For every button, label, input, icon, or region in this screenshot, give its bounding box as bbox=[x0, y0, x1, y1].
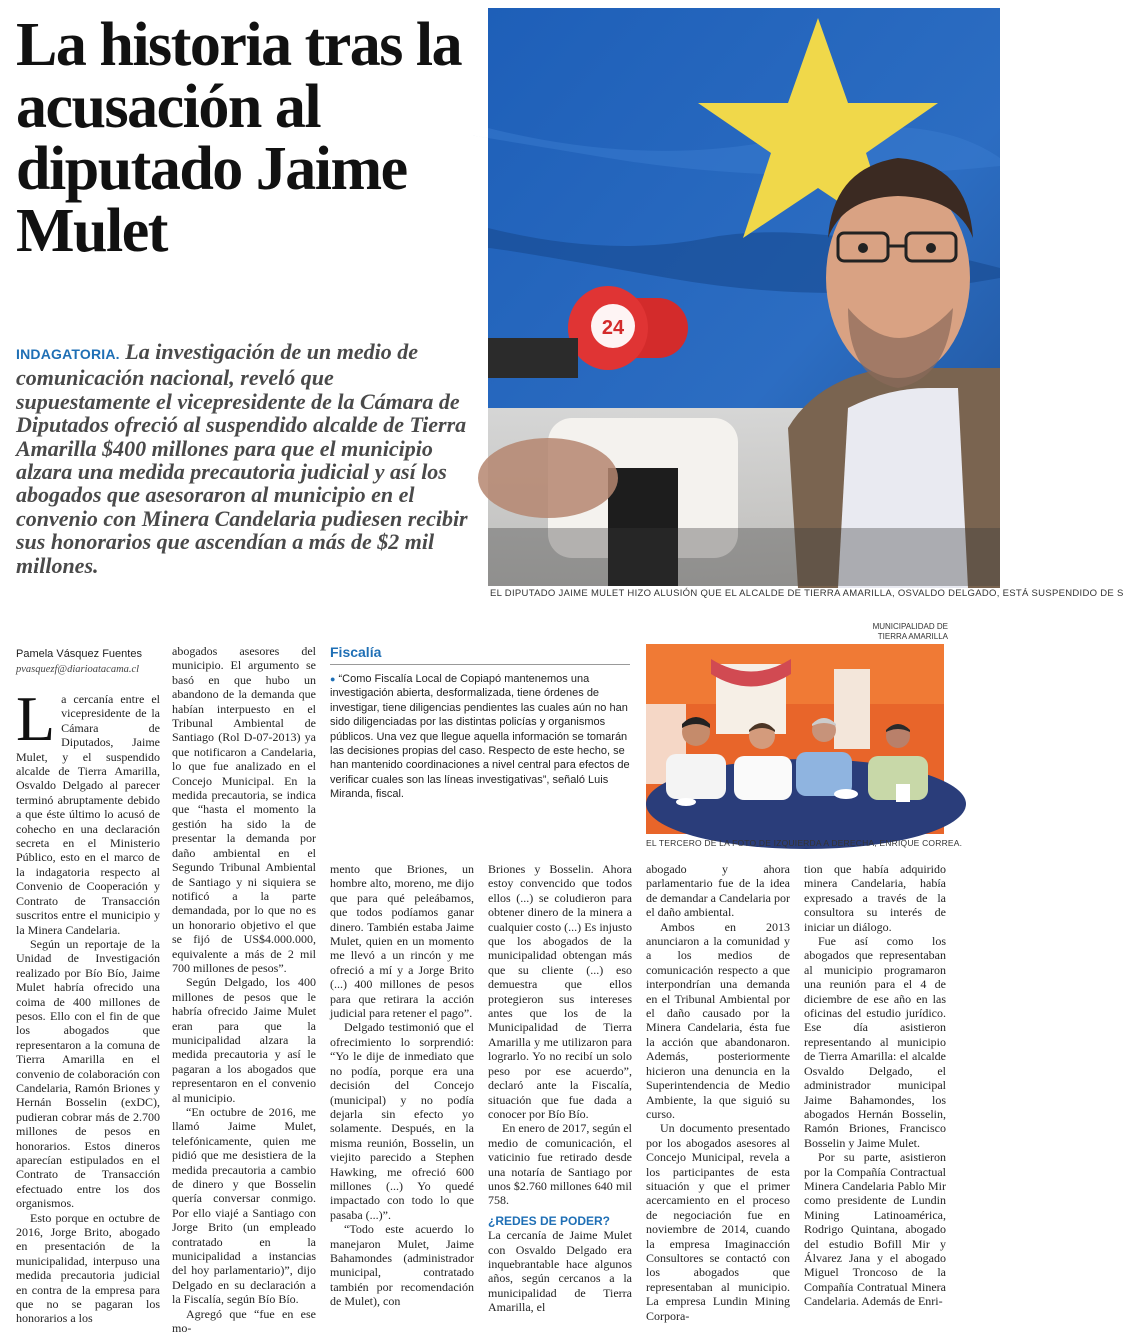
subhead-redes: ¿REDES DE PODER? bbox=[488, 1213, 611, 1228]
col6-p2: Fue así como los abogados que representaban al municipio programaron una reunión para el 4 de diciembre de ese año en las oficinas del estudio jurídico. Ese día asistieron representando al municipio de Tierra Amarilla: el alcalde Osvaldo Delgado, el administrador municipal Jaime Bahamondes, los abogados Hernán Bosselin, Ramón Briones, Francisco Bosselin y Jaime Mulet. bbox=[804, 934, 946, 1150]
fiscalia-box-text bbox=[330, 672, 630, 802]
lead-text: La investigación de un medio de comunicación nacional, reveló que supuestamente el vicepresidente de la Cámara de Diputados ofreció al suspendido alcalde de Tierra Amarilla $400 millones para que el municipio alzara una medida precautoria judicial y así los abogados que asesoraron al municipio en el convenio con Minera Candelaria pudiesen recibir sus honorarios que ascendían a más de $2 mil millones. bbox=[16, 339, 468, 578]
mic-24-logo: 24 bbox=[601, 317, 625, 339]
article-column-1 bbox=[16, 683, 160, 1326]
byline-author: Pamela Vásquez Fuentes bbox=[16, 648, 142, 660]
col4-p3: La cercanía de Jaime Mulet con Osvaldo Delgado era inquebrantable hace algunos años, según cercanos a la municipalidad de Tierra Amarilla, el bbox=[488, 1228, 632, 1315]
col2-p3: “En octubre de 2016, me llamó Jaime Mulet, telefónicamente, quien me pidió que me desistiera de la medida precautoria a cambio de dinero y que Bosselin quería conversar conmigo. Por ello viajé a Santiago con Jorge Brito (un empleado contratado en la municipalidad a instancias del hoy parlamentario)”, dijo Delgado en su declaración a la Fiscalía, según Bío Bío. bbox=[172, 1105, 316, 1307]
photo-credit: MUNICIPALIDAD DE TIERRA AMARILLA bbox=[872, 622, 948, 641]
col1-p2: Según un reportaje de la Unidad de Investigación realizado por Bío Bío, Jaime Mulet habría ofrecido una coima de 400 millones de pesos. Ello con el fin de que los abogados que representaron a la comuna de Tierra Amarilla en el convenio de colaboración con Candelaria, Ramón Briones y Hernán Bosselin (exDC), pudieran cobrar más de 2.700 millones de pesos en honorarios. Estos dineros aparecían estipulados en el Contrato de Transacción efectuado entre los dos organismos. bbox=[16, 936, 160, 1211]
meeting-photo-caption: EL TERCERO DE LA FOTO DE IZQUIERDA A DERECHA, ENRIQUE CORREA. bbox=[646, 838, 963, 848]
col2-p1: abogados asesores del municipio. El argumento se basó en que hubo un abandono de la demanda que habían interpuesto en el Tribunal Ambiental de Santiago (Rol D-07-2013) ya que notificaron a Candelaria, lo que fue analizado en el Concejo Municipal. En la medida precautoria, se indica que “hasta el momento la gestión ha sido la de presentar la demanda por daño ambiental en el Segundo Tribunal Ambiental de Santiago y ni siquiera se notificó a la parte demandada, por lo que no es un honorario objetivo el que se fijó de US$4.000.000, equivalente a más de 2 mil 700 millones de pesos”. bbox=[172, 644, 316, 975]
lead-tag: INDAGATORIA. bbox=[16, 346, 120, 362]
fiscalia-box-rule bbox=[330, 664, 630, 665]
col2-p4: Agregó que “fue en ese mo- bbox=[172, 1306, 316, 1336]
col3-p3: “Todo este acuerdo lo manejaron Mulet, Jaime Bahamondes (administrador municipal, contratado también por recomendación de Mulet), con bbox=[330, 1222, 474, 1309]
byline bbox=[16, 648, 166, 675]
main-photo bbox=[488, 8, 1000, 586]
bullet-icon: ● bbox=[330, 674, 336, 684]
article-column-5 bbox=[646, 862, 790, 1323]
main-photo-caption: EL DIPUTADO JAIME MULET HIZO ALUSIÓN QUE EL ALCALDE DE TIERRA AMARILLA, OSVALDO DELGADO, ESTÁ SUSPENDIDO DE S bbox=[490, 588, 1124, 599]
col4-p1: Briones y Bosselin. Ahora estoy convencido que todos ellos (...) se coludieron para obtener dinero de la minera a cualquier costo (...) Es injusto que los abogados de la municipalidad obtengan más que su cliente (...) eso demuestra que ellos protegieron sus intereses antes que los de la Municipalidad de Tierra Amarilla y me utilizaron para lograrlo. Yo no recibí un solo peso por ese acuerdo”, declaró ante la Fiscalía, situación que fue dada a conocer por Bío Bío. bbox=[488, 862, 632, 1121]
dropcap: L bbox=[16, 683, 56, 754]
article-column-2 bbox=[172, 644, 316, 1336]
byline-email: pvasquezf@diarioatacama.cl bbox=[16, 664, 140, 675]
col5-p2: Ambos en 2013 anunciaron a la comunidad y a los medios de comunicación respecto a que interpondrían una demanda en el Tribunal Ambiental por el daño causado por la Minera Candelaria, ésta fue la acción que abandonaron. Además, posteriormente hicieron una denuncia en la Superintendencia de Medio Ambiente, la que siguió su curso. bbox=[646, 919, 790, 1121]
col6-p1: tion que había adquirido minera Candelaria, había expresado a través de la consultora su interés de iniciar un diálogo. bbox=[804, 862, 946, 934]
meeting-photo bbox=[646, 644, 944, 834]
col5-p3: Un documento presentado por los abogados asesores al Concejo Municipal, revela a los participantes de esta situación y que el primer acercamiento en el proceso de negociación fue en noviembre de 2014, cuando la empresa Imaginacción Consultores se contactó con los abogados que representaban al municipio. La empresa Lundin Mining Corpora- bbox=[646, 1121, 790, 1323]
article-column-6 bbox=[804, 862, 946, 1309]
col3-p1: mento que Briones, un hombre alto, moreno, me dijo que para qué peleábamos, que todos podíamos ganar dinero. También estaba Jaime Mulet, quien en un momento me llevó a un rincón y me ofreció a mí y a Jorge Brito (...) 400 millones de pesos para que retirara la acción judicial para retener el pago”. bbox=[330, 862, 474, 1021]
col6-p3: Por su parte, asistieron por la Compañía Contractual Minera Candelaria Pablo Mir como presidente de Lundin Mining Latinoamérica, Rodrigo Quintana, abogado del estudio Bofill Mir y Álvarez Jana y el abogado Miguel Troncoso de la Compañía Contratual Minera Candelaria. Además de Enri- bbox=[804, 1150, 946, 1309]
fiscalia-quote: “Como Fiscalía Local de Copiapó mantenemos una investigación abierta, desformalizada, tiene órdenes de investigar, tiene diligencias pendientes las cuales aún no han sido diligenciadas por las distintas policías y organismos públicos. Una vez que llegue aquella información se tomarán las decisiones propias del caso. Respecto de este hecho, se han mantenido coordinaciones a nivel central para efectos de verificar cuales son las líneas investigativas”, señaló Luis Miranda, fiscal. bbox=[330, 673, 630, 801]
col5-p1: abogado y ahora parlamentario fue de la idea de demandar a Candelaria por el daño ambiental. bbox=[646, 862, 790, 920]
col1-p1: a cercanía entre el vicepresidente de la Cámara de Diputados, Jaime Mulet, y el suspendido alcalde de Tierra Amarilla, Osvaldo Delgado al parecer terminó abruptamente debido a que éste último lo acusó de cohecho en una declaración secreta en el Ministerio Público, esto en el marco de la indagatoria respecto al Convenio de Cooperación y Contrato de Transacción suscritos entre el municipio y la Minera Candelaria. bbox=[16, 692, 160, 937]
col4-p2: En enero de 2017, según el medio de comunicación, el vaticinio fue retirado desde una notaría de Santiago por unos $2.760 millones 640 mil 758. bbox=[488, 1121, 632, 1208]
fiscalia-box-title: Fiscalía bbox=[330, 644, 382, 660]
col2-p2: Según Delgado, los 400 millones de pesos que le habría ofrecido Jaime Mulet eran para que la municipalidad alzara la medida precautoria y así le pagaran a los abogados que representaron en el convenio al municipio. bbox=[172, 975, 316, 1105]
headline: La historia tras la acusación al diputado Jaime Mulet bbox=[16, 11, 462, 265]
lead-paragraph bbox=[16, 340, 472, 577]
col1-p3: Esto porque en octubre de 2016, Jorge Brito, abogado en presentación de la municipalidad, interpuso una medida precautoria judicial en contra de la empresa para que no se pagaran los honorarios a los bbox=[16, 1210, 160, 1326]
col3-p2: Delgado testimonió que el ofrecimiento lo sorprendió: “Yo le dije de inmediato que no podía, porque era una decisión del Concejo (municipal) y no podía dejarla sin efecto yo solamente. Después, en la misma reunión, Bosselin, un viejito parecido a Stephen Hawking, me ofreció 600 millones (...) Yo quedé impactado con todo lo que pasaba (...)”. bbox=[330, 1020, 474, 1222]
article-column-3 bbox=[330, 862, 474, 1309]
article-column-4 bbox=[488, 862, 632, 1315]
